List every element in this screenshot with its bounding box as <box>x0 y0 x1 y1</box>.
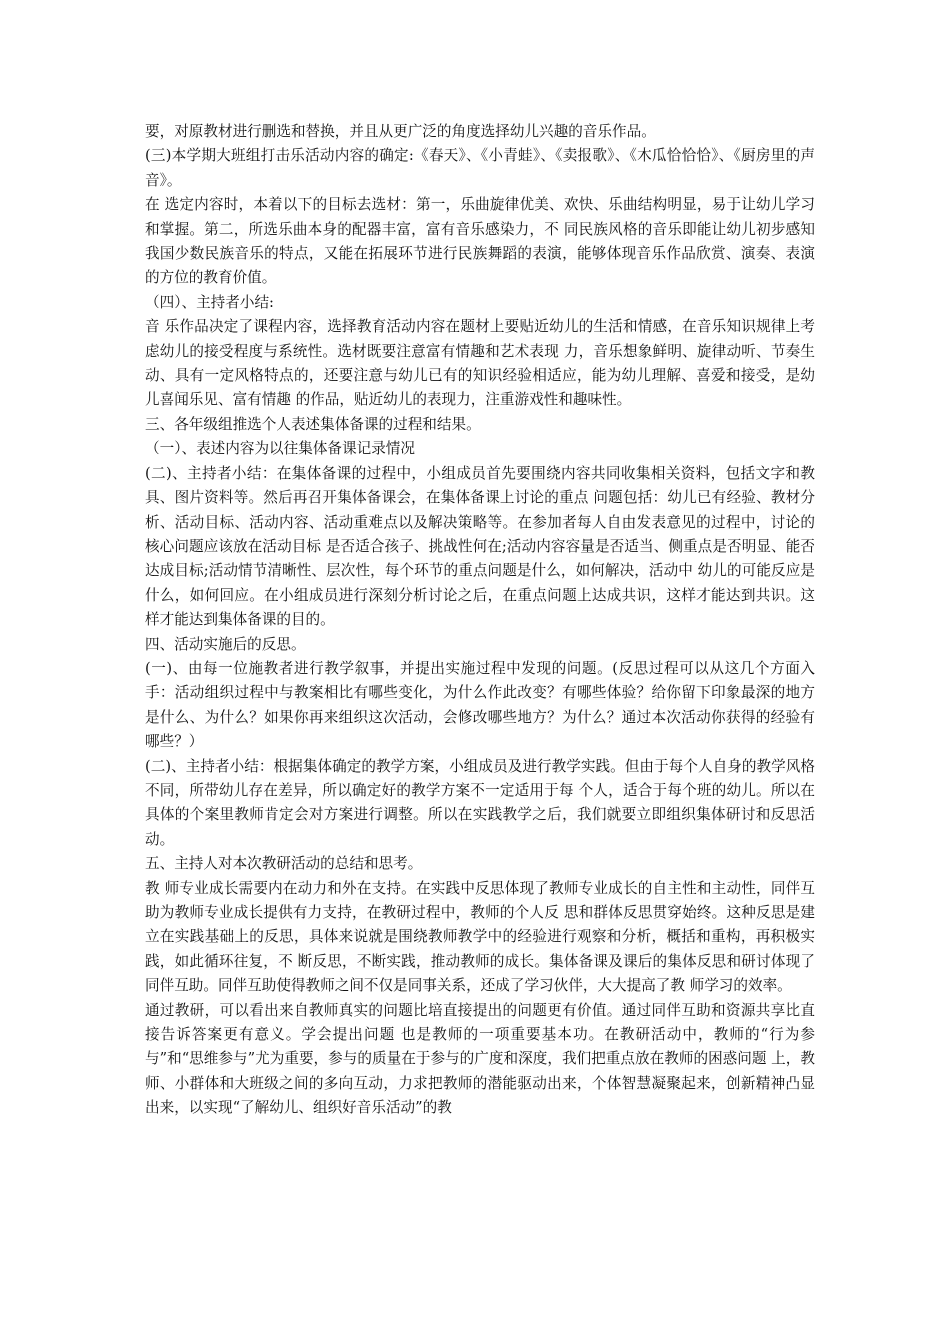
paragraph-5: 音 乐作品决定了课程内容，选择教育活动内容在题材上要贴近幼儿的生活和情感，在音乐知识规律上考虑幼儿的接受程度与系统性。选材既要注意富有情趣和艺术表现 力，音乐想象鲜明、旋律动听、节奏生动、具有一定风格特点的，还要注意与幼儿已有的知识经验相适应，能为幼儿理解、喜爱和接受，是幼儿喜闻乐见、富有情趣 的作品，贴近幼儿的表现力，注重游戏性和趣味性。 <box>145 318 815 409</box>
paragraph-11: (二)、主持者小结：根据集体确定的教学方案，小组成员及进行教学实践。但由于每个人自身的教学风格不同，所带幼儿存在差异，所以确定好的教学方案不一定适用于每 个人，适合于每个班的幼儿。所以在具体的个案里教师肯定会对方案进行调整。所以在实践教学之后，我们就要立即组织集体研讨和反思活动。 <box>145 757 815 848</box>
paragraph-13: 教 师专业成长需要内在动力和外在支持。在实践中反思体现了教师专业成长的自主性和主动性，同伴互助为教师专业成长提供有力支持，在教研过程中，教师的个人反 思和群体反思贯穿始终。这种反思是建立在实践基础上的反思，具体来说就是围绕教师教学中的经验进行观察和分析，概括和重构，再积极实践，如此循环往复，不 断反思，不断实践，推动教师的成长。集体备课及课后的集体反思和研讨体现了同伴互助。同伴互助使得教师之间不仅是同事关系，还成了学习伙伴，大大提高了教 师学习的效率。 <box>145 879 815 995</box>
paragraph-8: (二)、主持者小结：在集体备课的过程中，小组成员首先要围绕内容共同收集相关资料，包括文字和教具、图片资料等。然后再召开集体备课会，在集体备课上讨论的重点 问题包括：幼儿已有经验、教材分析、活动目标、活动内容、活动重难点以及解决策略等。在参加者每人自由发表意见的过程中，讨论的核心问题应该放在活动目标 是否适合孩子、挑战性何在;活动内容容量是否适当、侧重点是否明显、能否达成目标;活动情节清晰性、层次性，每个环节的重点问题是什么，如何解决，活动中 幼儿的可能反应是什么，如何回应。在小组成员进行深刻分析讨论之后，在重点问题上达成共识，这样才能达到共识。这样才能达到集体备课的目的。 <box>145 464 815 629</box>
paragraph-14: 通过教研，可以看出来自教师真实的问题比培直接提出的问题更有价值。通过同伴互助和资源共享比直接告诉答案更有意义。学会提出问题 也是教师的一项重要基本功。在教研活动中，教师的“行为参与”和“思维参与”尤为重要，参与的质量在于参与的广度和深度，我们把重点放在教师的困惑问题 上，教师、小群体和大班级之间的多向互动，力求把教师的潜能驱动出来，个体智慧凝聚起来，创新精神凸显出来，以实现“了解幼儿、组织好音乐活动”的教 <box>145 1001 815 1117</box>
section-heading-four: 四、活动实施后的反思。 <box>145 635 306 653</box>
section-heading-five: 五、主持人对本次教研活动的总结和思考。 <box>145 855 423 873</box>
section-heading-3: 三、各年级组推选个人表述集体备课的过程和结果。 <box>145 415 481 433</box>
document-page <box>145 120 815 1121</box>
paragraph-2: (三)本学期大班组打击乐活动内容的确定:《春天》、《小青蛙》、《卖报歌》、《木瓜恰恰恰》、《厨房里的声音》。 <box>145 147 815 189</box>
paragraph-3: 在 选定内容时，本着以下的目标去选材：第一，乐曲旋律优美、欢快、乐曲结构明显，易于让幼儿学习和掌握。第二，所选乐曲本身的配器丰富，富有音乐感染力，不 同民族风格的音乐即能让幼儿初步感知我国少数民族音乐的特点，又能在拓展环节进行民族舞蹈的表演，能够体现音乐作品欣赏、演奏、表演的方位的教育价值。 <box>145 196 815 287</box>
paragraph-10: (一)、由每一位施教者进行教学叙事，并提出实施过程中发现的问题。(反思过程可以从这几个方面入手：活动组织过程中与教案相比有哪些变化，为什么作此改变？有哪些体验？给你留下印象最深的地方是什么、为什么？如果你再来组织这次活动，会修改哪些地方？为什么？通过本次活动你获得的经验有哪些？） <box>145 659 815 751</box>
section-heading-4: （四）、主持者小结: <box>145 293 274 311</box>
paragraph-1: 要，对原教材进行删选和替换，并且从更广泛的角度选择幼儿兴趣的音乐作品。 <box>145 123 656 140</box>
paragraph-7: （一）、表述内容为以往集体备课记录情况 <box>145 440 415 458</box>
